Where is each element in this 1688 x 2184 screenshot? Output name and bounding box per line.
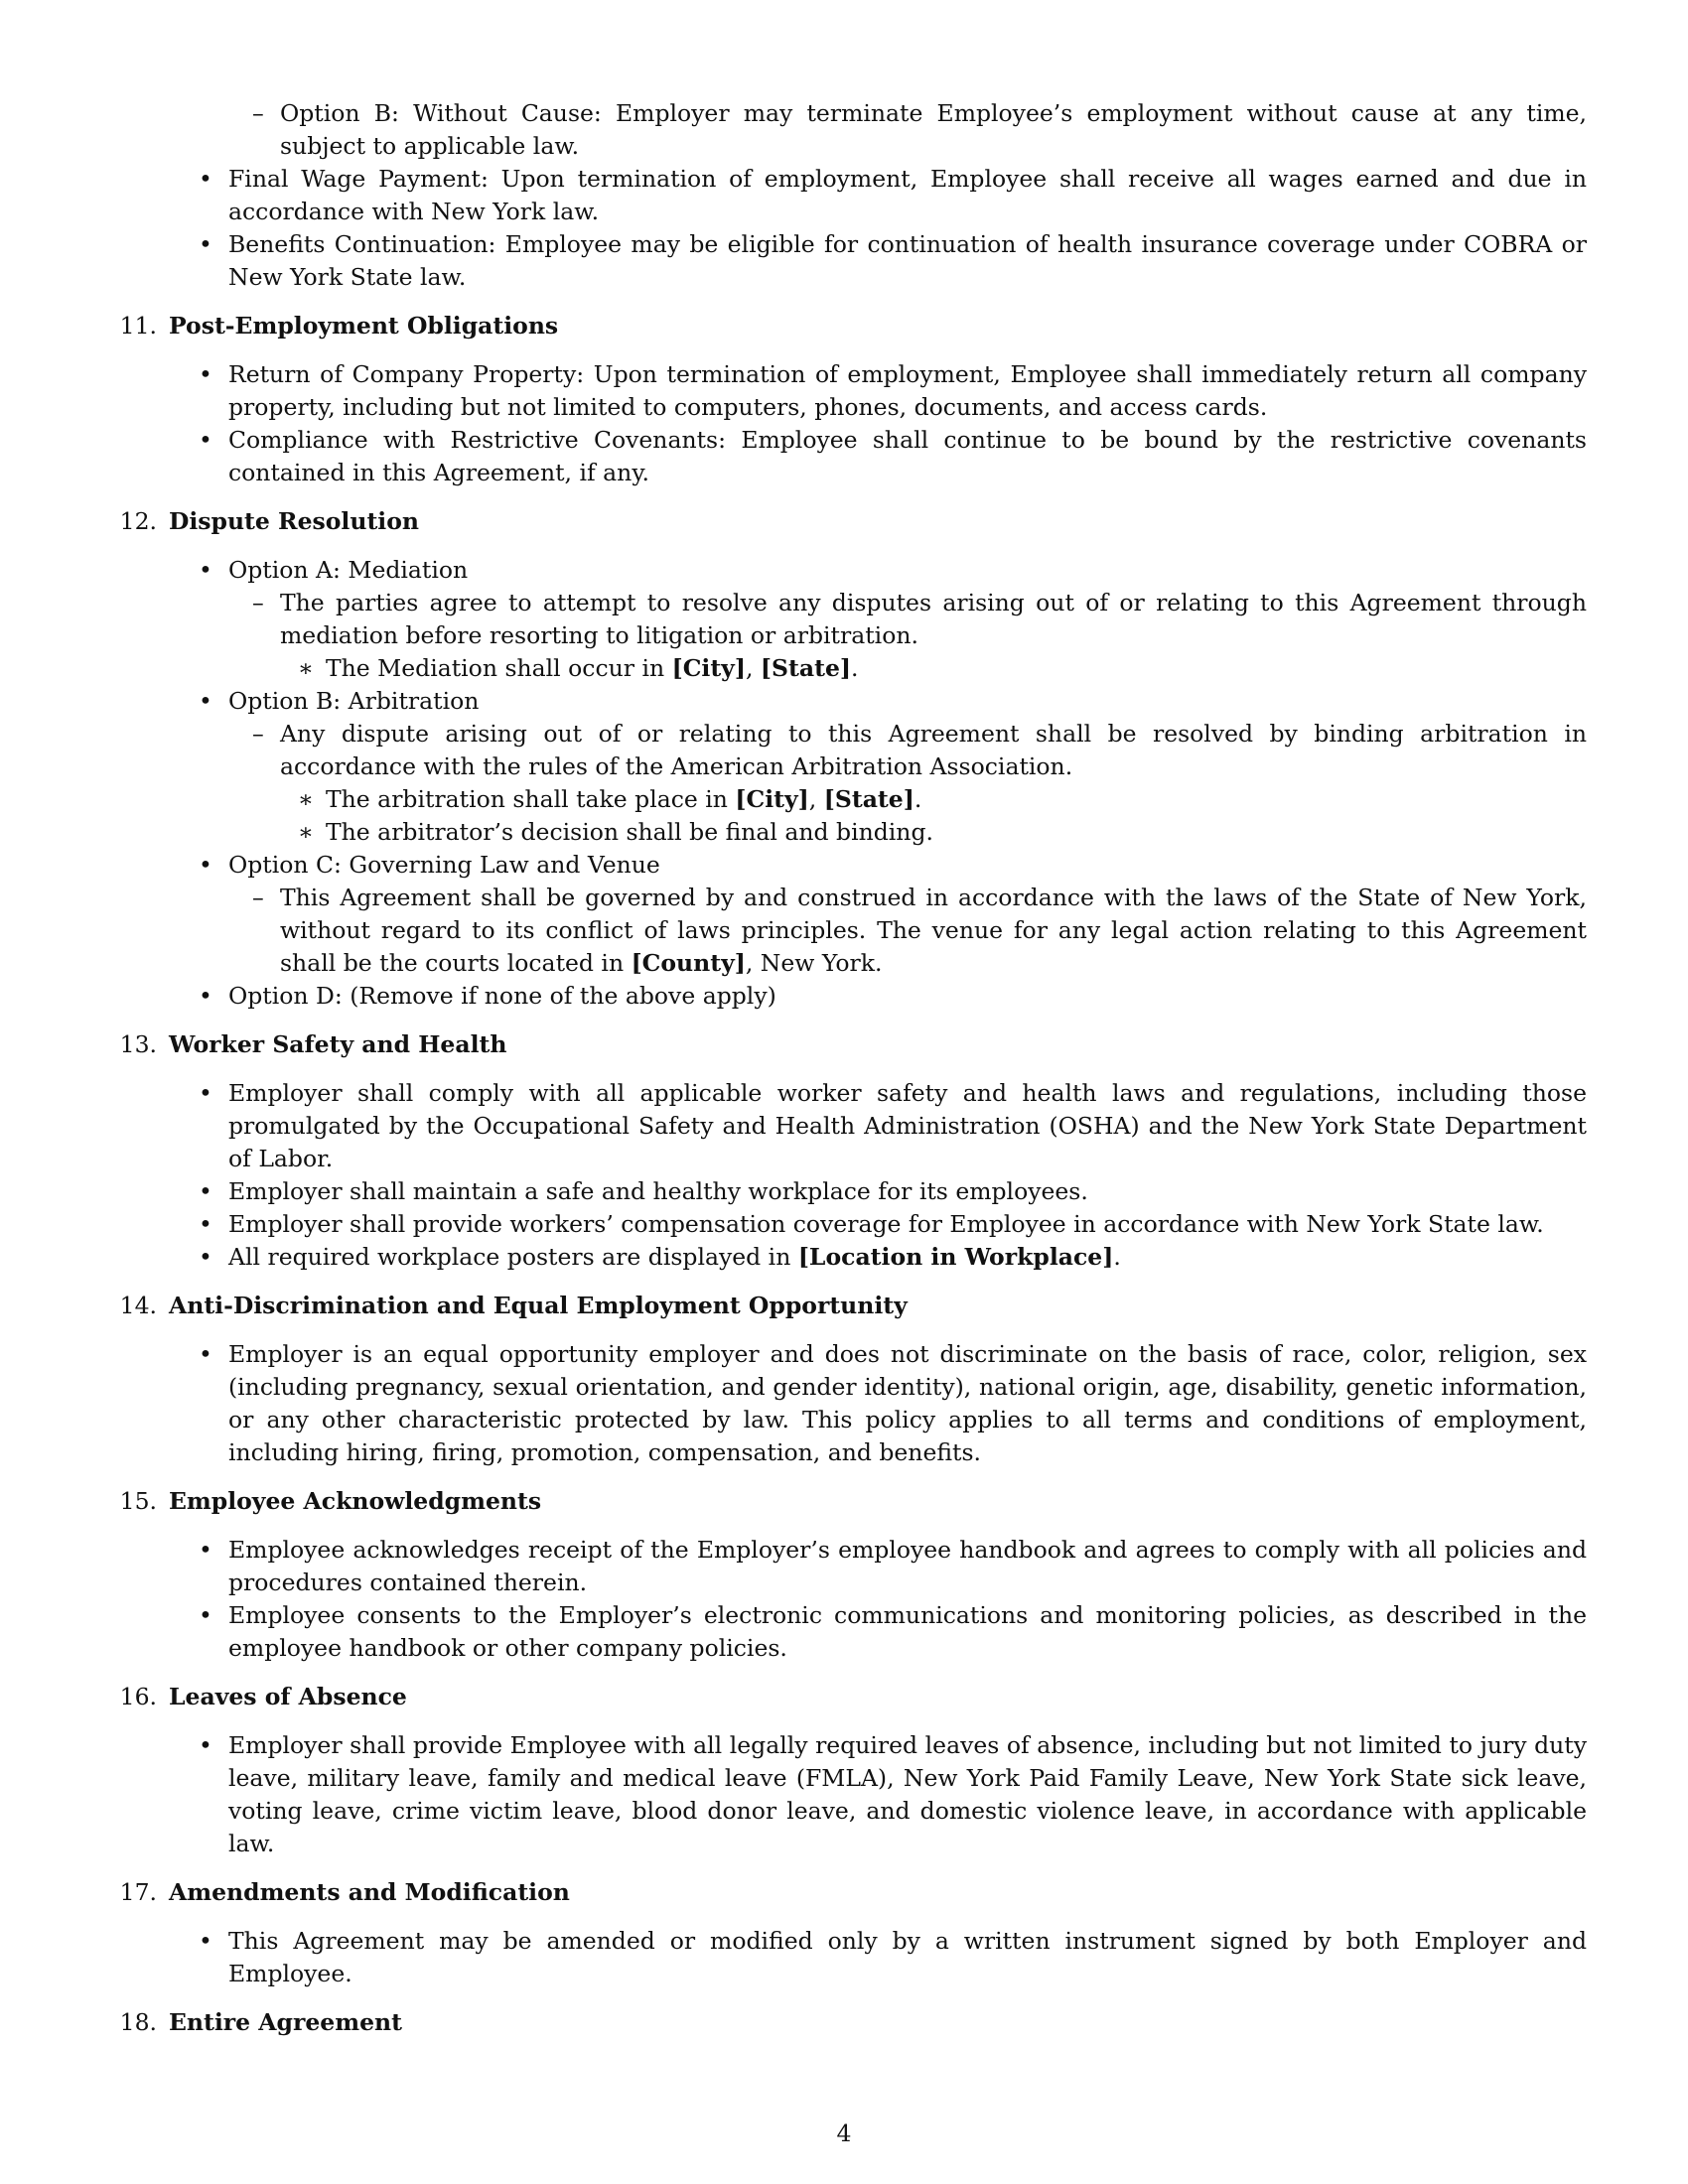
section-12	[107, 505, 1587, 1013]
bullet-marker: •	[199, 1177, 212, 1205]
list-item	[107, 424, 1587, 489]
section-number: 16.	[119, 1683, 157, 1710]
section-heading	[107, 1290, 1587, 1322]
option-b-without-cause-text: Option B: Without Cause: Employer may terminate Employee’s employment without cause at any time, subject to applicable law.	[280, 99, 1587, 160]
list-item	[107, 882, 1587, 980]
list-item	[107, 1241, 1587, 1274]
arbitration-location-prefix: The arbitration shall take place in	[326, 785, 736, 813]
section-title: Anti-Discrimination and Equal Employment Opportunity	[169, 1292, 908, 1319]
separator: ,	[808, 785, 824, 813]
section-15	[107, 1485, 1587, 1665]
list	[107, 1077, 1587, 1274]
list-item-text: This Agreement may be amended or modified only by a written instrument signed by both Employer and Employee.	[228, 1927, 1587, 1987]
option-b-label: Option B: Arbitration	[228, 687, 480, 715]
period: .	[1113, 1243, 1121, 1271]
section-heading	[107, 1681, 1587, 1713]
section-number: 17.	[119, 1878, 157, 1906]
benefits-continuation-text: Benefits Continuation: Employee may be eligible for continuation of health insurance coverage under COBRA or New York State law.	[228, 230, 1587, 291]
list	[107, 1338, 1587, 1469]
location-placeholder: [Location in Workplace]	[797, 1243, 1114, 1271]
list-item	[107, 816, 1587, 849]
section-number: 13.	[119, 1030, 157, 1058]
list-item-text: Return of Company Property: Upon termination of employment, Employee shall immediately return all company property, including but not limited to computers, phones, documents, and access cards.	[228, 360, 1587, 421]
list-item	[107, 1729, 1587, 1860]
section-title: Amendments and Modification	[169, 1878, 570, 1906]
section-13	[107, 1028, 1587, 1274]
section-heading	[107, 505, 1587, 538]
page-number: 4	[836, 2119, 852, 2147]
dash-marker: –	[252, 589, 264, 616]
option-a-text: The parties agree to attempt to resolve any disputes arising out of or relating to this Agreement through mediation before resorting to litigation or arbitration.	[280, 589, 1587, 649]
list-item-text: Employer shall comply with all applicable worker safety and health laws and regulations, including those promulgated by the Occupational Safety and Health Administration (OSHA) and the New York State Department of Labor.	[228, 1079, 1587, 1172]
arbitrator-decision-text: The arbitrator’s decision shall be final and binding.	[326, 818, 933, 846]
list	[107, 97, 1587, 294]
bullet-marker: •	[199, 1340, 212, 1368]
list-item	[107, 849, 1587, 882]
list-item	[107, 783, 1587, 816]
section-10-continuation	[107, 97, 1587, 294]
bullet-marker: •	[199, 1243, 212, 1271]
list-item-text: Employee acknowledges receipt of the Employer’s employee handbook and agrees to comply with all policies and procedures contained therein.	[228, 1536, 1587, 1596]
bullet-marker: •	[199, 687, 212, 715]
list-item-text: Employee consents to the Employer’s electronic communications and monitoring policies, as described in the employee handbook or other company policies.	[228, 1601, 1587, 1662]
list-item	[107, 1599, 1587, 1665]
section-number: 18.	[119, 2008, 157, 2036]
list-item-text: Compliance with Restrictive Covenants: Employee shall continue to be bound by the restrictive covenants contained in this Agreement, if any.	[228, 426, 1587, 486]
option-c-text-end: , New York.	[745, 949, 883, 977]
list-item	[107, 1208, 1587, 1241]
list-item-text: Employer shall provide workers’ compensation coverage for Employee in accordance with New York State law.	[228, 1210, 1544, 1238]
list-item	[107, 228, 1587, 294]
section-17	[107, 1876, 1587, 1990]
list	[107, 1925, 1587, 1990]
list-item	[107, 685, 1587, 718]
list-item-text: Employer shall provide Employee with all legally required leaves of absence, including but not limited to jury duty leave, military leave, family and medical leave (FMLA), New York Paid Family Leave, New York State sick leave, voting leave, crime victim leave, blood donor leave, and domestic violence leave, in accordance with applicable law.	[228, 1731, 1587, 1857]
list-item	[107, 554, 1587, 587]
star-marker: ∗	[298, 654, 314, 682]
list	[107, 1729, 1587, 1860]
section-title: Dispute Resolution	[169, 507, 419, 535]
list-item	[107, 587, 1587, 652]
list-item	[107, 1925, 1587, 1990]
section-heading	[107, 1028, 1587, 1061]
dash-marker: –	[252, 720, 264, 748]
section-heading	[107, 2006, 1587, 2039]
list-item	[107, 980, 1587, 1013]
bullet-marker: •	[199, 851, 212, 879]
final-wage-text: Final Wage Payment: Upon termination of employment, Employee shall receive all wages earned and due in accordance with New York law.	[228, 165, 1587, 225]
bullet-marker: •	[199, 360, 212, 388]
document-content	[107, 97, 1587, 2055]
list	[107, 554, 1587, 1013]
section-title: Leaves of Absence	[169, 1683, 407, 1710]
section-title: Employee Acknowledgments	[169, 1487, 542, 1515]
bullet-marker: •	[199, 1536, 212, 1564]
list	[107, 358, 1587, 489]
posters-text: All required workplace posters are displayed in	[228, 1243, 798, 1271]
county-placeholder: [County]	[631, 949, 746, 977]
option-a-label: Option A: Mediation	[228, 556, 469, 584]
bullet-marker: •	[199, 556, 212, 584]
list-item-text: Employer is an equal opportunity employer and does not discriminate on the basis of race, color, religion, sex (including pregnancy, sexual orientation, and gender identity), national origin, age, disability, genetic information, or any other characteristic protected by law. This policy applies to all terms and conditions of employment, including hiring, firing, promotion, compensation, and benefits.	[228, 1340, 1587, 1466]
bullet-marker: •	[199, 1731, 212, 1759]
list-item	[107, 1175, 1587, 1208]
list-item	[107, 652, 1587, 685]
bullet-marker: •	[199, 165, 212, 193]
list-item	[107, 97, 1587, 163]
period: .	[914, 785, 922, 813]
list-item	[107, 718, 1587, 783]
list-item-text: Employer shall maintain a safe and healthy workplace for its employees.	[228, 1177, 1088, 1205]
city-placeholder: [City]	[671, 654, 746, 682]
section-heading	[107, 1876, 1587, 1909]
option-d-label: Option D: (Remove if none of the above apply)	[228, 982, 776, 1010]
star-marker: ∗	[298, 785, 314, 813]
list-item	[107, 1077, 1587, 1175]
list-item	[107, 163, 1587, 228]
section-16	[107, 1681, 1587, 1860]
option-b-text: Any dispute arising out of or relating to this Agreement shall be resolved by binding arbitration in accordance with the rules of the American Arbitration Association.	[280, 720, 1587, 780]
dash-marker: –	[252, 884, 264, 911]
city-placeholder: [City]	[735, 785, 809, 813]
bullet-marker: •	[199, 230, 212, 258]
bullet-marker: •	[199, 1601, 212, 1629]
list-item	[107, 1338, 1587, 1469]
bullet-marker: •	[199, 426, 212, 454]
section-heading	[107, 1485, 1587, 1518]
section-number: 11.	[119, 312, 157, 340]
bullet-marker: •	[199, 1927, 212, 1955]
list-item	[107, 1534, 1587, 1599]
section-11	[107, 310, 1587, 489]
star-marker: ∗	[298, 818, 314, 846]
section-title: Post-Employment Obligations	[169, 312, 559, 340]
section-heading	[107, 310, 1587, 342]
section-title: Entire Agreement	[169, 2008, 402, 2036]
section-title: Worker Safety and Health	[169, 1030, 507, 1058]
bullet-marker: •	[199, 1210, 212, 1238]
section-number: 14.	[119, 1292, 157, 1319]
section-number: 15.	[119, 1487, 157, 1515]
option-c-text: This Agreement shall be governed by and construed in accordance with the laws of the State of New York, without regard to its conflict of laws principles. The venue for any legal action relating to this Agreement shall be the courts located in	[280, 884, 1587, 977]
bullet-marker: •	[199, 1079, 212, 1107]
bullet-marker: •	[199, 982, 212, 1010]
option-c-label: Option C: Governing Law and Venue	[228, 851, 660, 879]
mediation-location-prefix: The Mediation shall occur in	[326, 654, 672, 682]
section-18	[107, 2006, 1587, 2039]
state-placeholder: [State]	[760, 654, 852, 682]
section-14	[107, 1290, 1587, 1469]
section-number: 12.	[119, 507, 157, 535]
state-placeholder: [State]	[823, 785, 914, 813]
dash-marker: –	[252, 99, 264, 127]
period: .	[851, 654, 859, 682]
separator: ,	[745, 654, 761, 682]
list	[107, 1534, 1587, 1665]
list-item	[107, 358, 1587, 424]
